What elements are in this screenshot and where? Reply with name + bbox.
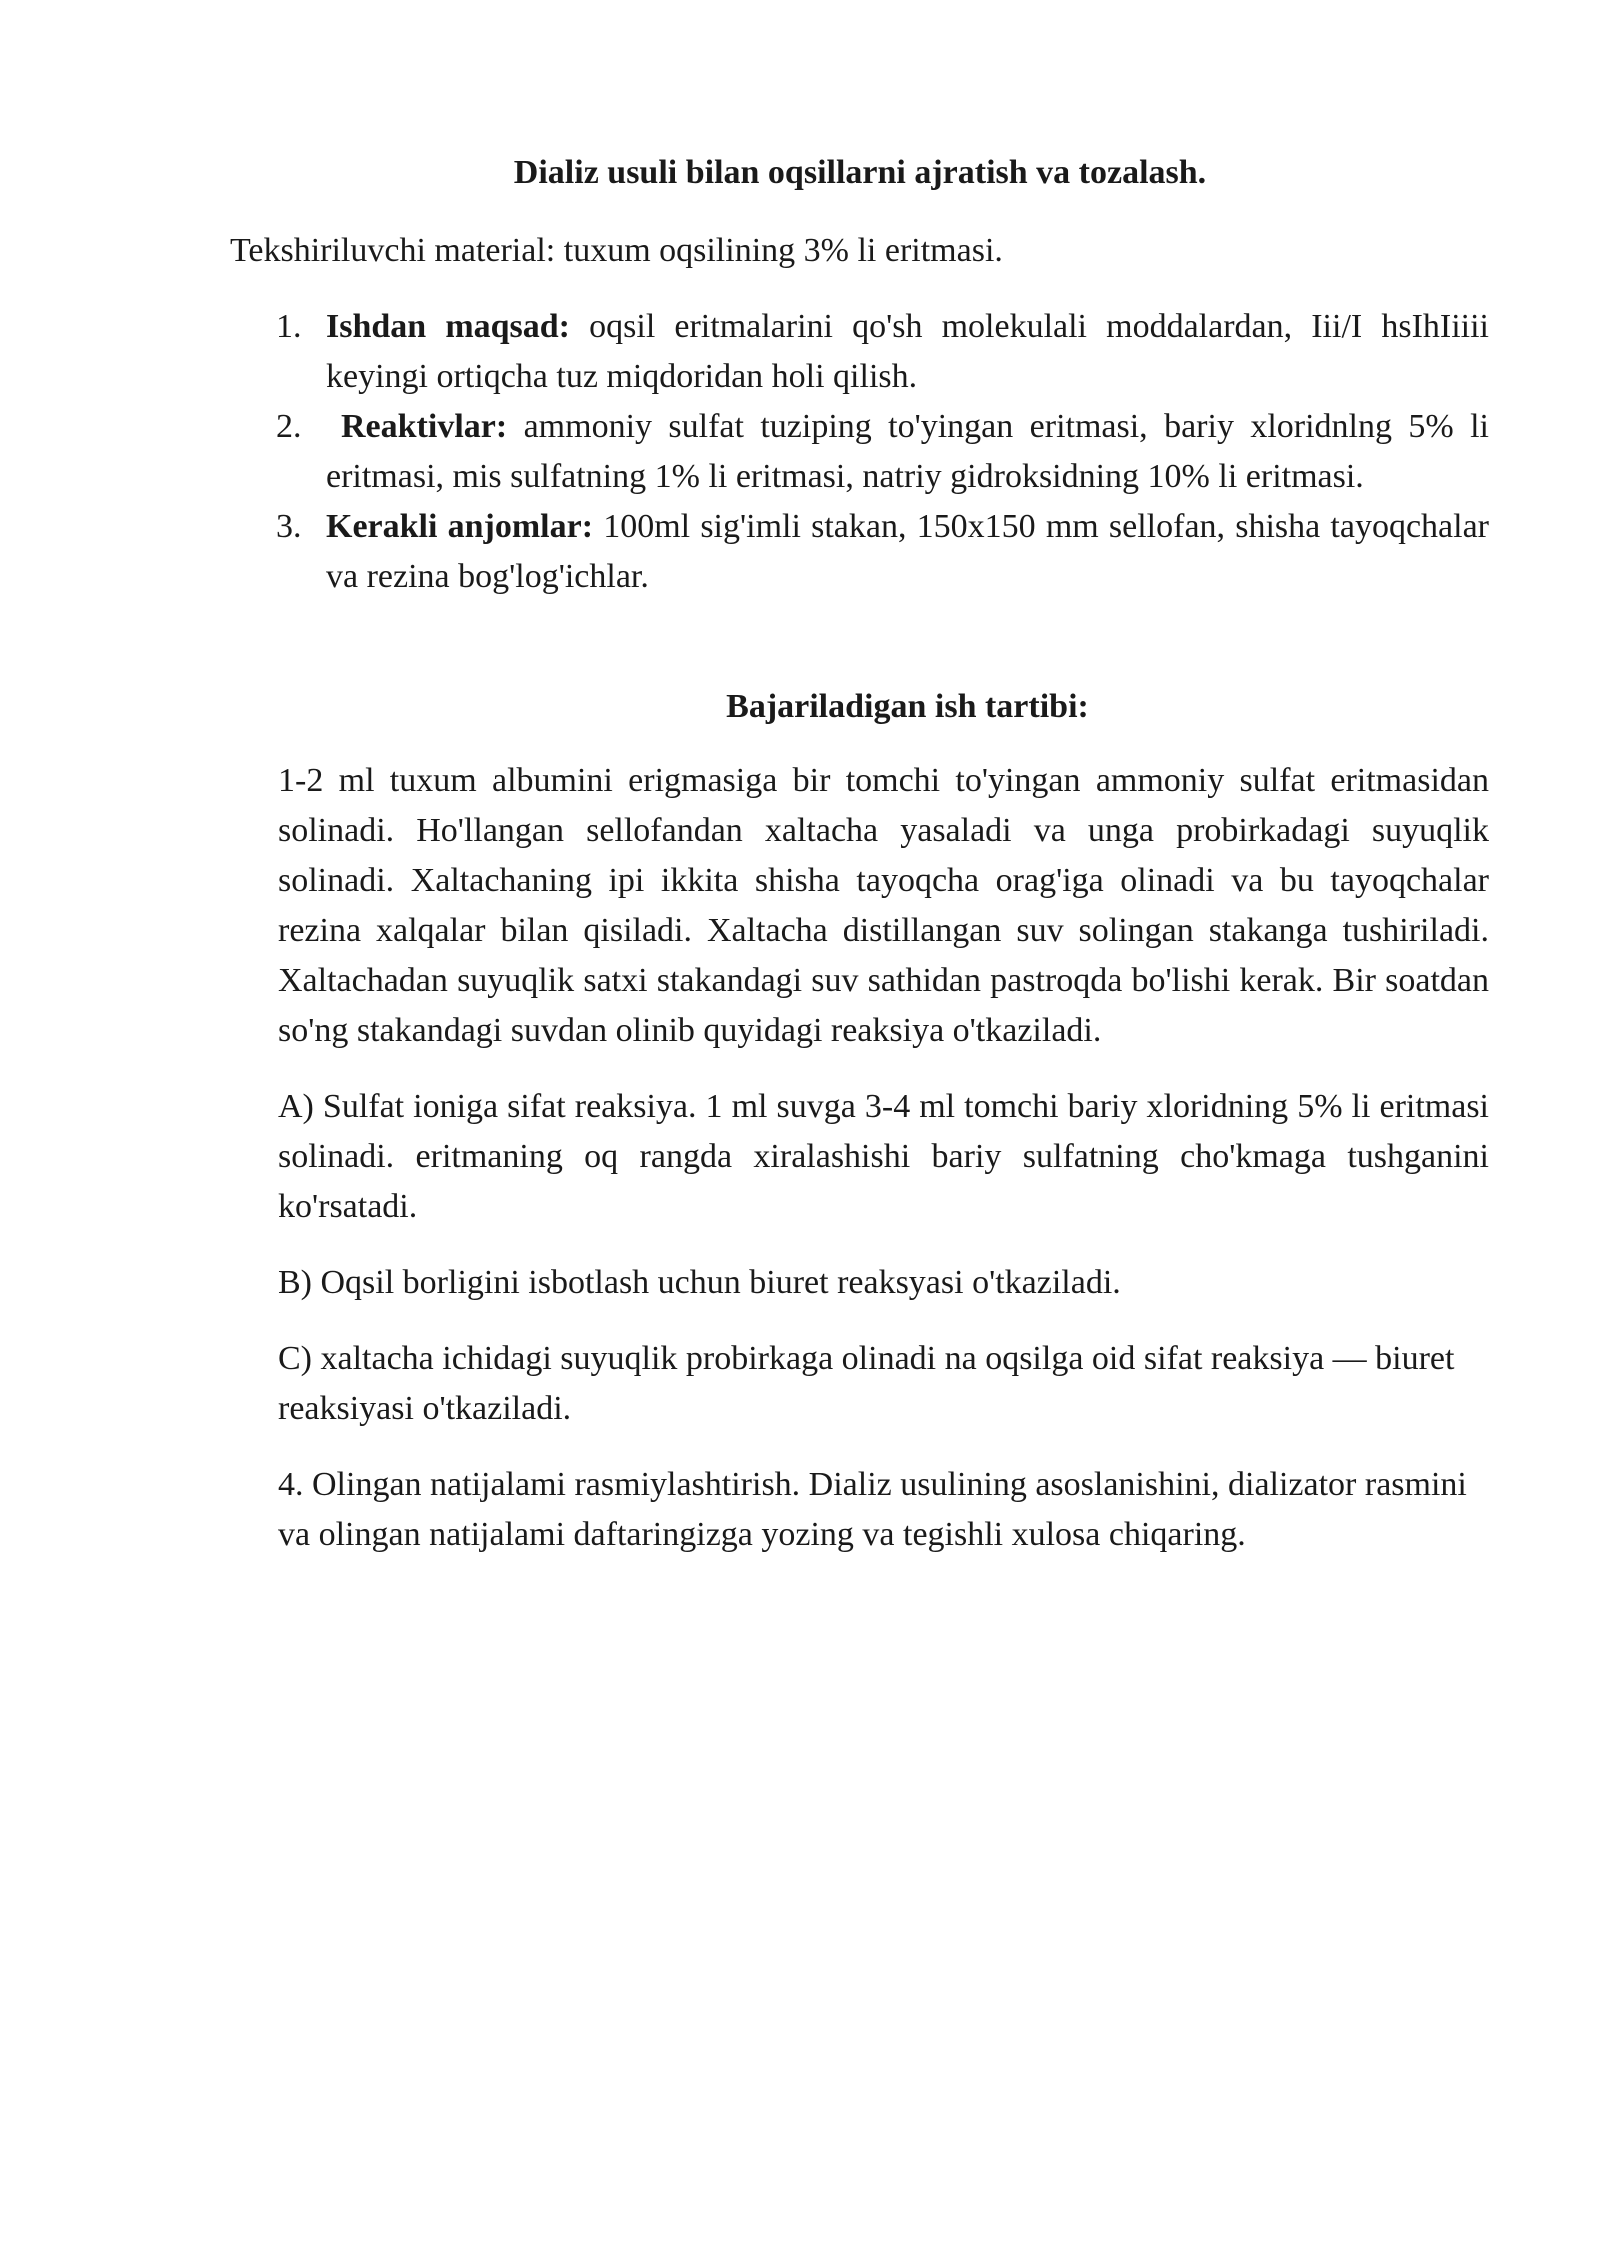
list-item-text: 100ml sig'imli stakan, 150x150 mm sellofan, shisha tayoqchalar va rezina bog'log'ichlar. — [326, 508, 1490, 595]
list-item-number: 1. — [276, 308, 302, 345]
list-item-number: 2. — [276, 408, 302, 445]
list-item-label: Kerakli anjomlar: — [326, 508, 594, 545]
reaction-b-paragraph: B) Oqsil borligini isbotlash uchun biuret reaksyasi o'tkaziladi. — [278, 1264, 1121, 1301]
procedure-body — [278, 756, 1489, 1586]
list-item-number: 3. — [276, 508, 302, 545]
list-item-head — [326, 408, 507, 445]
list-item-purpose — [276, 302, 1489, 402]
numbered-list — [276, 302, 1490, 602]
reaction-a-paragraph: A) Sulfat ioniga sifat reaksiya. 1 ml suvga 3-4 ml tomchi bariy xloridning 5% li eritmasi solinadi. eritmaning oq rangda xiralashishi bariy sulfatning cho'kmaga tushganini ko'rsatadi. — [278, 1088, 1489, 1225]
list-item-equipment — [276, 502, 1490, 602]
procedure-heading: Bajariladigan ish tartibi: — [726, 688, 1089, 725]
document-title: Dializ usuli bilan oqsillarni ajratish va tozalash. — [513, 154, 1207, 191]
list-item-text: ammoniy sulfat tuziping to'yingan eritmasi, bariy xloridnlng 5% li eritmasi, mis sulfatning 1% li eritmasi, natriy gidroksidning 10% li eritmasi. — [326, 408, 1489, 495]
step-4-paragraph: 4. Olingan natijalami rasmiylashtirish. Dializ usulining asoslanishini, dializator rasmini va olingan natijalami daftaringizga yozing va tegishli xulosa chiqaring. — [278, 1466, 1467, 1553]
list-item-label: Reaktivlar: — [341, 408, 508, 445]
list-item-text: oqsil eritmalarini qo'sh molekulali moddalardan, Iii/I hsIhIiiii keyingi ortiqcha tuz miqdoridan holi qilish. — [326, 308, 1489, 395]
test-material-line: Tekshiriluvchi material: tuxum oqsilining 3% li eritmasi. — [230, 232, 1003, 269]
list-item-label: Ishdan maqsad: — [326, 308, 571, 345]
reaction-c-paragraph: C) xaltacha ichidagi suyuqlik probirkaga olinadi na oqsilga oid sifat reaksiya — biuret reaksiyasi o'tkaziladi. — [278, 1340, 1455, 1427]
list-item-reagents — [276, 402, 1489, 502]
procedure-paragraph: 1-2 ml tuxum albumini erigmasiga bir tomchi to'yingan ammoniy sulfat eritmasidan solinadi. Ho'llangan sellofandan xaltacha yasaladi va unga probirkadagi suyuqlik solinadi. Xaltachaning ipi ikkita shisha tayoqcha orag'iga olinadi va bu tayoqchalar rezina xalqalar bilan qisiladi. Xaltacha distillangan suv solingan stakanga tushiriladi. Xaltachadan suyuqlik satxi stakandagi suv sathidan pastroqda bo'lishi kerak. Bir soatdan so'ng stakandagi suvdan olinib quyidagi reaksiya o'tkaziladi. — [278, 762, 1489, 1049]
